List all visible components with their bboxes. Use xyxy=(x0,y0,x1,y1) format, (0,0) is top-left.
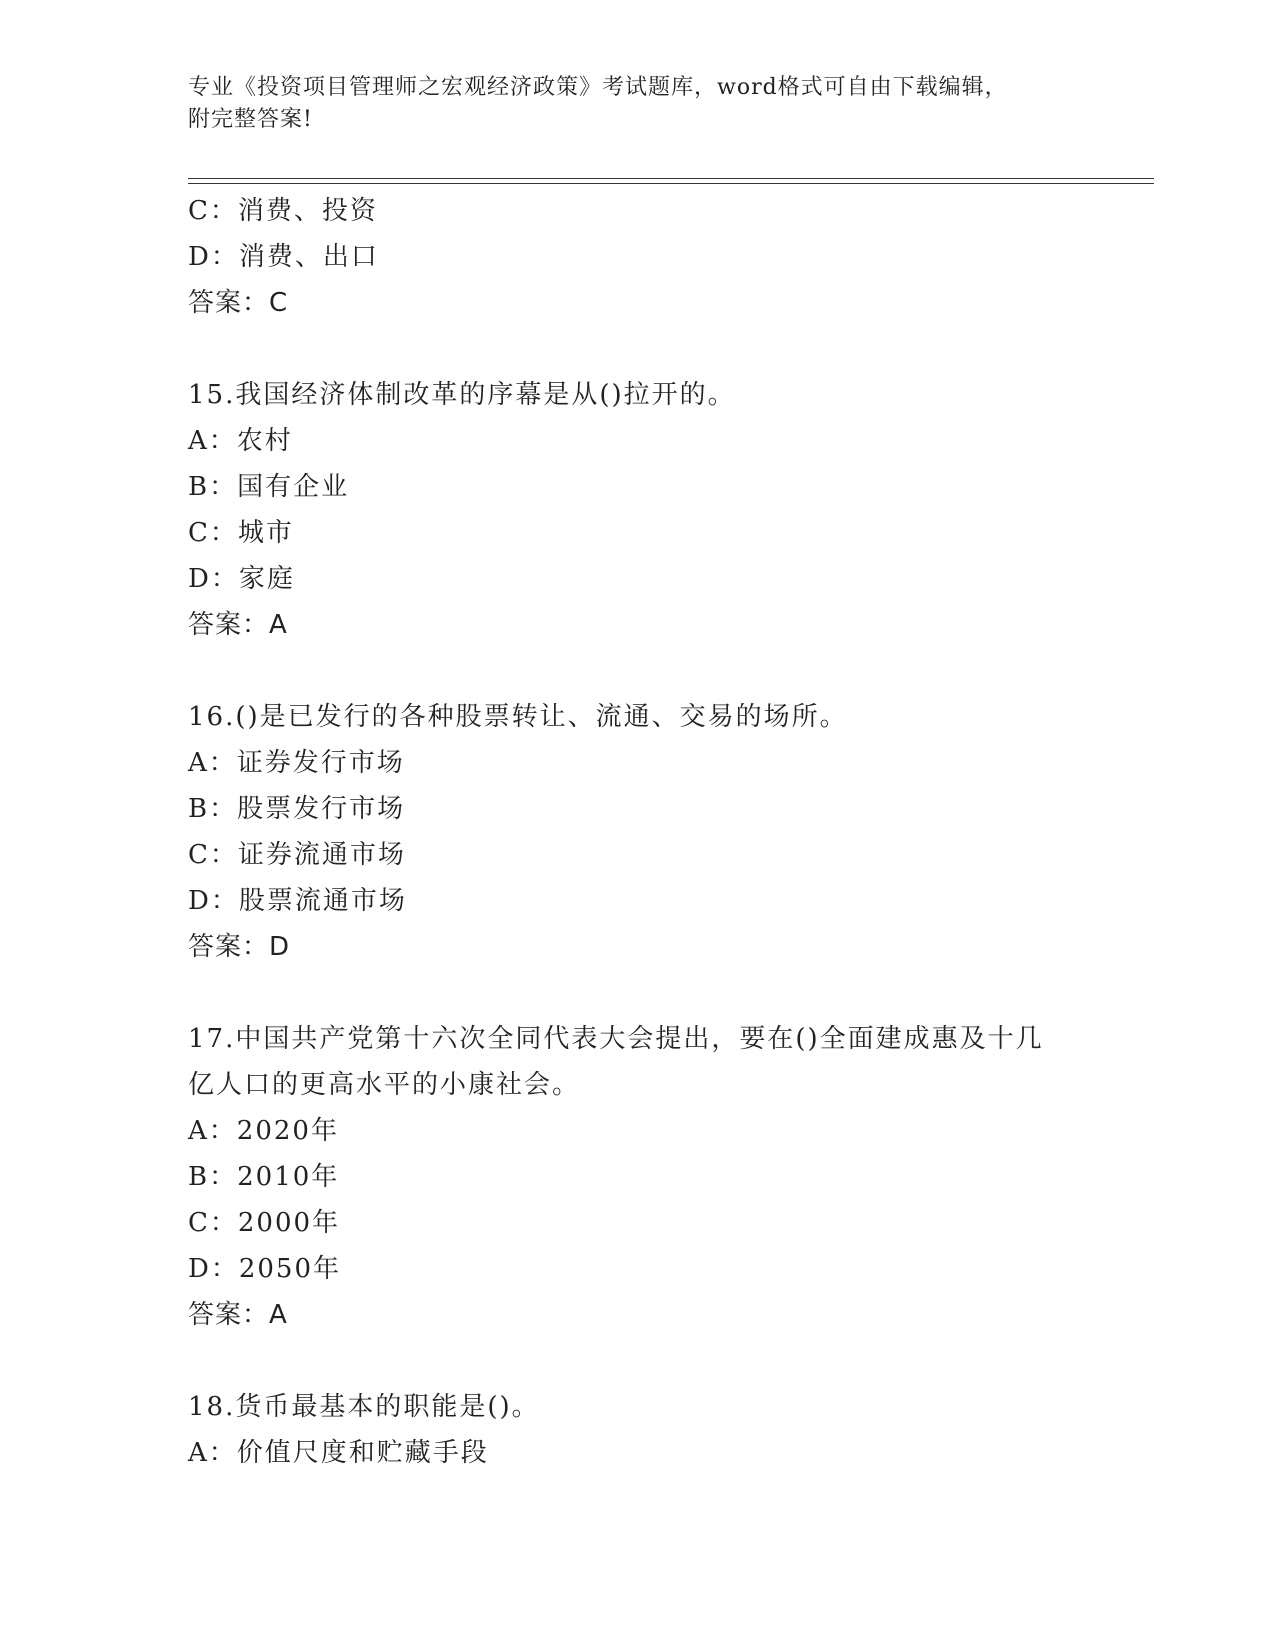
option-a: A：证券发行市场 xyxy=(188,748,405,778)
answer: 答案：D xyxy=(188,932,291,962)
spacer xyxy=(188,648,1088,694)
option-b: B：股票发行市场 xyxy=(188,794,406,824)
option-d: D：股票流通市场 xyxy=(188,886,407,916)
question-text: 17.中国共产党第十六次全同代表大会提出，要在()全面建成惠及十几亿人口的更高水平的小康社会。 xyxy=(188,1024,1044,1100)
option-a: A：农村 xyxy=(188,426,293,456)
question-text: 15.我国经济体制改革的序幕是从()拉开的。 xyxy=(188,380,736,410)
document-header xyxy=(188,72,1068,136)
spacer xyxy=(188,326,1088,372)
answer: 答案：A xyxy=(188,1300,288,1330)
option-a: A：价值尺度和贮藏手段 xyxy=(188,1438,489,1468)
question-17 xyxy=(188,1016,1088,1338)
question-16 xyxy=(188,694,1088,970)
question-text: 18.货币最基本的职能是()。 xyxy=(188,1392,540,1422)
spacer xyxy=(188,970,1088,1016)
option-d: D：消费、出口 xyxy=(188,242,379,272)
spacer xyxy=(188,1338,1088,1384)
header-line-1: 专业《投资项目管理师之宏观经济政策》考试题库，word格式可自由下载编辑， xyxy=(188,75,1008,100)
option-c: C：消费、投资 xyxy=(188,196,378,226)
partial-question-14 xyxy=(188,188,1088,326)
question-18 xyxy=(188,1384,1088,1476)
document-body xyxy=(188,188,1088,1476)
header-rule-top xyxy=(188,178,1154,179)
header-rule-bottom xyxy=(188,183,1154,184)
answer: 答案：A xyxy=(188,610,288,640)
option-b: B：国有企业 xyxy=(188,472,350,502)
option-a: A：2020年 xyxy=(188,1116,339,1146)
question-text: 16.()是已发行的各种股票转让、流通、交易的场所。 xyxy=(188,702,848,732)
option-c: C：证券流通市场 xyxy=(188,840,406,870)
option-d: D：2050年 xyxy=(188,1254,342,1284)
option-d: D：家庭 xyxy=(188,564,295,594)
option-c: C：2000年 xyxy=(188,1208,341,1238)
question-15 xyxy=(188,372,1088,648)
option-c: C：城市 xyxy=(188,518,294,548)
header-line-2: 附完整答案! xyxy=(188,107,313,132)
answer: 答案：C xyxy=(188,288,289,318)
option-b: B：2010年 xyxy=(188,1162,340,1192)
